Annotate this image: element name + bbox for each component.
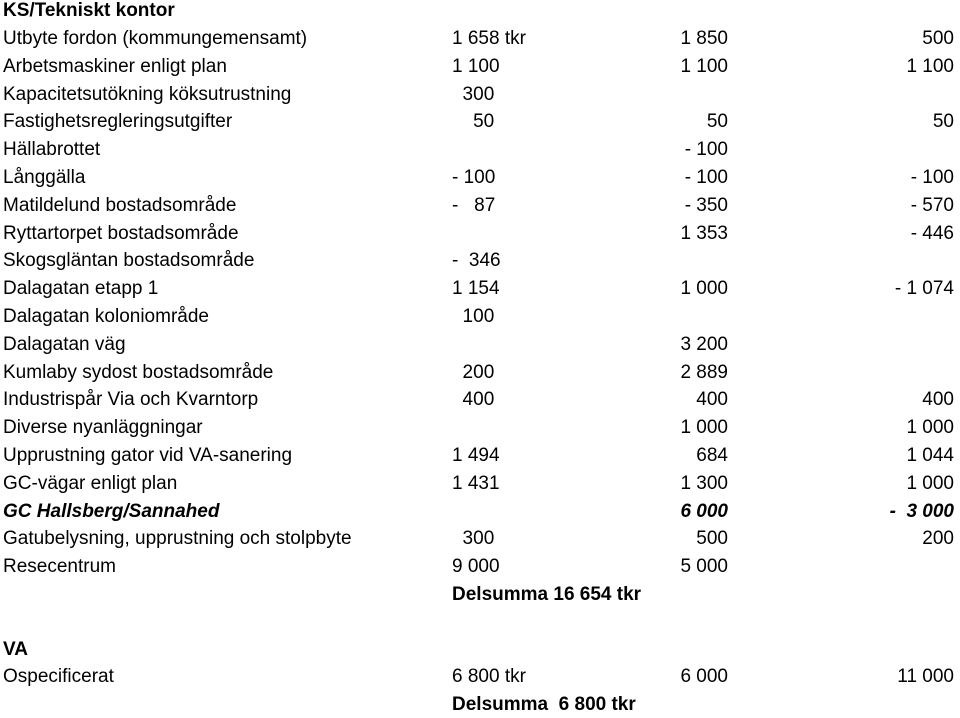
row-label: Industrispår Via och Kvarntorp	[3, 389, 259, 411]
value-col-3: - 446	[910, 222, 954, 244]
value-col-3: 400	[922, 389, 954, 411]
row-label: Fastighetsregleringsutgifter	[3, 111, 233, 133]
table-row	[0, 663, 960, 690]
value-col-1: 1 658 tkr	[452, 28, 526, 49]
value-col-2: 500	[696, 528, 728, 550]
table-row	[0, 470, 960, 497]
row-label: GC-vägar enligt plan	[3, 472, 178, 494]
table-row	[0, 359, 960, 386]
subtotal-ks: Delsumma 16 654 tkr	[452, 584, 642, 605]
value-col-3: 50	[932, 111, 954, 133]
value-col-1: 1 100	[452, 55, 500, 77]
value-col-2: - 100	[684, 167, 728, 188]
value-col-3: 11 000	[897, 666, 954, 687]
row-label: Resecentrum	[3, 556, 116, 578]
table-row	[0, 192, 960, 219]
row-label: Ryttartorpet bostadsområde	[3, 222, 239, 244]
value-col-3: 1 100	[906, 55, 954, 77]
value-col-1: - 100	[452, 167, 496, 188]
table-row	[0, 442, 960, 469]
row-label: Dalagatan etapp 1	[3, 278, 159, 300]
value-col-1: 6 800 tkr	[452, 666, 526, 687]
value-col-2: 6 000	[680, 500, 728, 522]
row-label: Matildelund bostadsområde	[3, 194, 237, 216]
row-label: Diverse nyanläggningar	[3, 417, 203, 439]
value-col-2: 3 200	[680, 333, 728, 355]
value-col-3: - 100	[910, 167, 954, 188]
value-col-3: - 1 074	[894, 278, 954, 300]
table-row	[0, 553, 960, 580]
row-label: Kapacitetsutökning köksutrustning	[3, 83, 292, 105]
table-row	[0, 164, 960, 191]
row-label: Långgälla	[3, 167, 86, 188]
value-col-3: 1 044	[906, 445, 954, 466]
value-col-1: 300	[452, 83, 495, 105]
value-col-2: 1 100	[680, 55, 728, 77]
row-label: Skogsgläntan bostadsområde	[3, 250, 255, 272]
row-label: GC Hallsberg/Sannahed	[3, 500, 220, 522]
row-label: Ospecificerat	[3, 666, 114, 687]
table-row	[0, 414, 960, 441]
row-label: Arbetsmaskiner enligt plan	[3, 55, 227, 77]
table-row	[0, 25, 960, 52]
table-row	[0, 247, 960, 274]
value-col-2: 1 850	[680, 28, 728, 49]
value-col-2: 1 000	[680, 417, 728, 439]
row-label: Hällabrottet	[3, 139, 101, 161]
heading-ks-tekniskt-kontor: KS/Tekniskt kontor	[3, 0, 175, 21]
row-label: Utbyte fordon (kommungemensamt)	[3, 28, 308, 49]
table-row	[0, 331, 960, 358]
heading-va: VA	[3, 639, 28, 660]
value-col-2: 1 000	[680, 278, 728, 300]
table-row	[0, 498, 960, 525]
value-col-1: 300	[452, 528, 495, 550]
value-col-2: 50	[706, 111, 728, 133]
row-label: Kumlaby sydost bostadsområde	[3, 361, 274, 383]
row-label: Dalagatan koloniområde	[3, 306, 209, 327]
table-row	[0, 53, 960, 80]
value-col-1: 1 431	[452, 472, 500, 494]
value-col-2: 1 300	[680, 472, 728, 494]
value-col-3: 1 000	[906, 417, 954, 439]
row-label: Upprustning gator vid VA-sanering	[3, 445, 293, 466]
value-col-2: 684	[696, 445, 728, 466]
value-col-2: 400	[696, 389, 728, 411]
table-row	[0, 81, 960, 108]
table-row	[0, 525, 960, 552]
value-col-2: 5 000	[680, 556, 728, 578]
row-label: Gatubelysning, upprustning och stolpbyte	[3, 528, 352, 550]
value-col-1: - 346	[452, 250, 501, 272]
value-col-1: 9 000	[452, 556, 500, 578]
table-row	[0, 386, 960, 413]
value-col-1: 200	[452, 361, 495, 383]
table-row	[0, 108, 960, 135]
table-row	[0, 220, 960, 247]
row-label: Dalagatan väg	[3, 333, 126, 355]
value-col-2: - 100	[684, 139, 728, 161]
value-col-1: - 87	[452, 194, 496, 216]
subtotal-va: Delsumma 6 800 tkr	[452, 694, 636, 715]
value-col-1: 1 494	[452, 445, 500, 466]
value-col-3: - 570	[910, 194, 954, 216]
value-col-3: 200	[922, 528, 954, 550]
value-col-2: 2 889	[680, 361, 728, 383]
value-col-1: 50	[452, 111, 495, 133]
value-col-2: 1 353	[680, 222, 728, 244]
value-col-1: 100	[452, 306, 495, 327]
value-col-3: 1 000	[906, 472, 954, 494]
value-col-1: 400	[452, 389, 495, 411]
value-col-3: 500	[922, 28, 954, 49]
table-row	[0, 136, 960, 163]
value-col-1: 1 154	[452, 278, 500, 300]
value-col-3: - 3 000	[889, 500, 954, 522]
table-row	[0, 275, 960, 302]
value-col-2: - 350	[684, 194, 728, 216]
value-col-2: 6 000	[680, 666, 728, 687]
table-row	[0, 303, 960, 330]
